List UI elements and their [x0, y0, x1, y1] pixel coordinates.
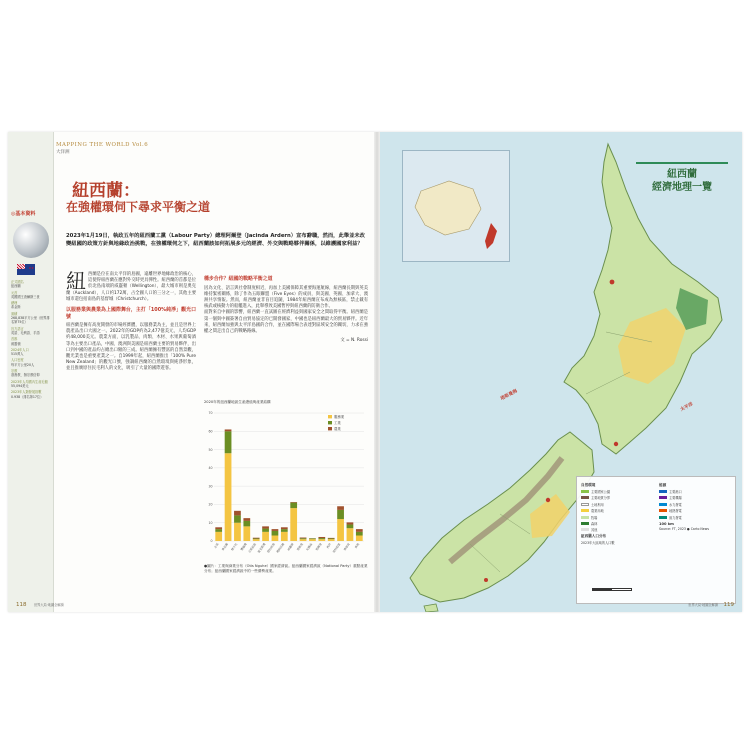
series-title: MAPPING THE WORLD Vol.6: [56, 142, 149, 148]
page-number-left: 118: [16, 602, 27, 608]
chart-bar-segment: [347, 528, 354, 541]
chart-bar-segment: [290, 502, 297, 507]
fact-value: 英國國王查爾斯三世: [11, 294, 40, 299]
fact-value: 英語、毛利語、手語: [11, 330, 40, 335]
fact-value: 基督教、無宗教信仰: [11, 373, 40, 378]
article-title: 紐西蘭：: [72, 181, 140, 201]
chart-x-tick-label: 瑪納瓦圖: [275, 541, 286, 554]
auckland-marker: [610, 280, 615, 285]
dropcap: 紐: [66, 269, 86, 293]
chart-caption: 2020年的紐西蘭地區生產總值與產業結構: [204, 400, 271, 404]
chart-bar-segment: [290, 508, 297, 541]
fact-key: 正式國名: [11, 280, 24, 284]
fact-key: 官方語言: [11, 326, 24, 331]
chart-y-tick-label: 0: [210, 538, 213, 543]
chart-bar-segment: [253, 538, 260, 539]
inset-graphic: [403, 151, 511, 263]
fact-key: 2023年人類發展指數: [11, 390, 42, 395]
legend-item: [581, 515, 657, 520]
legend-item: [659, 495, 735, 500]
fact-value: 515萬人: [11, 352, 24, 357]
chart-x-tick-label: 威靈頓: [286, 541, 295, 552]
legend-label: 地熱發電: [669, 509, 682, 514]
chart-y-tick-label: 40: [208, 465, 213, 470]
legend-item: [581, 521, 657, 526]
chart-bar-segment: [272, 531, 279, 536]
legend-label: 主要國家公園: [591, 490, 611, 494]
fact-key: 2024年人口: [11, 347, 29, 352]
chart-bar-segment: [272, 535, 279, 540]
chart-x-tick-label: 北部: [213, 541, 220, 549]
chart-bar-segment: [337, 519, 344, 541]
chart-x-tick-label: 尼爾森: [305, 541, 314, 552]
fact-key: 宗教: [11, 369, 18, 374]
legend-item: [581, 489, 657, 494]
chart-y-tick-label: 10: [208, 520, 213, 525]
wellington-marker: [614, 442, 618, 446]
chart-legend-swatch: [328, 415, 332, 418]
chart-bar-segment: [318, 539, 325, 541]
fact-key: 2023年人均國內生產毛額: [11, 379, 48, 384]
chart-x-tick-label: 奧克蘭: [220, 541, 229, 552]
article-column-1: [66, 269, 196, 373]
chart-bar-segment: [328, 538, 335, 539]
chart-bar-segment: [215, 527, 222, 529]
legend-item: [581, 527, 657, 532]
chart-y-tick-label: 30: [208, 483, 213, 488]
chart-bar-segment: [328, 539, 335, 541]
legend-label: 牧場: [591, 515, 598, 520]
legend-column-1: [581, 481, 657, 545]
nz-inset-shape: [485, 223, 497, 249]
map-title-line-2: 經濟地理一覽: [652, 182, 712, 193]
legend-swatch: [581, 528, 589, 531]
folio-text-right: 世界大局‧地圖全解讀: [688, 603, 718, 607]
chart-bar-segment: [253, 537, 260, 538]
chart-bar-segment: [318, 537, 325, 538]
chart-bar-segment: [290, 502, 297, 503]
fact-key: 首都: [11, 337, 18, 342]
legend-item: [659, 502, 735, 507]
legend-swatch: [581, 509, 589, 512]
legend-item: [659, 489, 735, 494]
legend-swatch: [581, 490, 589, 493]
pacific-ocean-label: 太平洋: [679, 402, 695, 413]
legend-swatch: [581, 516, 589, 519]
legend-column-2: [659, 481, 735, 531]
legend-label: 主要地質分界: [591, 496, 611, 501]
article-lead: 2023年1月19日，執政五年的紐西蘭工黨（Labour Party）總理阿爾登（Jacinda Ardern）宣布辭職，然而，此舉並未改變紐國的政策方針與地緣政治挑戰，在強權環伺之下，紐西蘭該如何拓展多元的經濟、外交與戰略夥伴關係，以維護國家利益？: [66, 233, 365, 247]
body-paragraph: 紐西蘭是擁有高度開發的市場經濟體，以服務業為主，並且是世界上農產品出口大國之一。2022年的GDP約為2,477億美元，人均GDP約48,000美元。農業方面，以乳製品、肉類、木材、水果與葡萄酒等為主要出口產品，中國、澳洲與美國是紐西蘭主要的貿易夥伴，出口到中國的產品約占總出口額的三成。紐西蘭擁有豐富的自然景觀，觀光業也是重要產業之一。自1999年起，紐西蘭推出「100% Pure New Zealand」的觀光口號，強調紐西蘭的自然環境與純淨形象，並且推廣原住民毛利人的文化，吸引了大量的國際遊客。: [66, 323, 196, 372]
chart-bar-segment: [318, 538, 325, 539]
dunedin-marker: [484, 578, 488, 582]
legend-label: 農業用地: [591, 509, 604, 514]
chart-bar-segment: [281, 527, 288, 529]
chart-bar-segment: [215, 531, 222, 540]
scale-bar: [592, 588, 632, 591]
section-heading: 穩步合作？紐國的戰略平衡之道: [204, 276, 273, 282]
article-column-2: [204, 272, 368, 344]
fact-key: 人口密度: [11, 358, 24, 363]
section-heading: 以服務業與農業為上國際舞台，主打「100%純淨」觀光口號: [66, 307, 196, 320]
gdp-chart: [204, 400, 368, 560]
legend-label: 風力發電: [669, 515, 682, 520]
chart-bar-segment: [272, 529, 279, 531]
australia-shape: [415, 181, 481, 235]
chart-y-tick-label: 60: [208, 429, 213, 434]
legend-label: 土地利用: [591, 502, 604, 507]
chart-bar-segment: [300, 539, 307, 541]
facts-sidebar: [8, 132, 54, 612]
legend-swatch: [659, 503, 667, 506]
legend-label: 主要機場: [669, 496, 682, 501]
chart-bar-segment: [300, 538, 307, 539]
legend-population-note: 2023年大區域的人口數: [581, 541, 615, 546]
legend-heading: 自然環境: [581, 483, 596, 487]
new-zealand-flag-icon: [17, 264, 35, 275]
chart-x-tick-label: 懷卡托: [230, 541, 239, 552]
legend-label: 主要港口: [669, 490, 682, 494]
chart-y-tick-label: 20: [208, 502, 213, 507]
chart-x-tick-label: 西岸: [325, 541, 333, 549]
fact-value: 紐西蘭: [11, 284, 21, 289]
legend-scale-label: 100 km: [659, 521, 674, 526]
chart-y-tick-label: 50: [208, 447, 213, 452]
chart-x-tick-label: 南地: [353, 541, 361, 549]
chart-x-tick-label: 豐盛灣: [239, 541, 248, 552]
tasman-sea-label: 塔斯曼海: [500, 389, 519, 402]
fact-key: 面積: [11, 311, 18, 316]
chart-bar-segment: [243, 518, 250, 521]
chart-x-tick-label: 塔斯曼: [295, 541, 304, 552]
chart-bar-segment: [337, 510, 344, 519]
chart-note: ●圖片：工業與商業分布（Otis Nguhe）國家經濟區。紐西蘭國家經濟區（National Party）重點產業分布；紐西蘭國家經濟區中的一些優勢產業。: [204, 564, 368, 573]
chart-bar-segment: [215, 529, 222, 532]
chart-bar-segment: [262, 526, 269, 528]
chart-x-tick-label: 坎特伯雷: [331, 541, 342, 554]
legend-heading: 能源: [659, 483, 667, 487]
legend-item: [659, 515, 735, 520]
chart-bar-segment: [281, 529, 288, 532]
fact-value: 威靈頓: [11, 341, 21, 346]
chart-bar-segment: [262, 528, 269, 531]
chart-bar-segment: [262, 531, 269, 540]
chart-bar-segment: [309, 538, 316, 539]
article-subtitle: 在強權環伺下尋求平衡之道: [66, 200, 211, 214]
chart-legend-label: 服務業: [334, 414, 345, 419]
map-source: Source: FT, 2023 ● Carto News: [659, 526, 710, 531]
chart-bar-segment: [234, 510, 241, 515]
chart-bar-segment: [356, 529, 363, 532]
christchurch-marker: [546, 498, 550, 502]
chart-x-tick-label: 塔拉納基: [266, 541, 276, 554]
body-paragraph: 西蘭是位在南太平洋的島國，遠離世界地緣政治的核心，這使得紐西蘭在應對外交時更具彈性。紐西蘭的首都是位於北島南端的威靈頓（Wellington），最大城市則是奧克蘭（Auckland），人口約172萬，占全國人口的三分之一，其他主要城市還包括南島的基督城（Christchurch）。: [66, 272, 196, 302]
map-title-line-1: 紐西蘭: [667, 169, 697, 180]
legend-item: [581, 495, 657, 500]
magazine-spread: [8, 132, 742, 612]
chart-legend-swatch: [328, 427, 332, 430]
facts-list: [11, 280, 51, 401]
chart-legend-label: 農業: [334, 426, 341, 431]
body-paragraph: 面對來自中國的影響，紐西蘭一直試圖在經濟利益與國家安全之間取得平衡。紐西蘭是第一個與中國簽署自由貿易協定的已開發國家，中國也是紐西蘭最大的貿易夥伴。近年來，紐西蘭加強與太平洋島國的合作，並在國際場合表達對區域安全的關切，力求在強權之間走出自己的戰略路線。: [204, 310, 368, 334]
chart-bar-segment: [253, 539, 260, 541]
fact-value: 55,094美元: [11, 383, 29, 388]
legend-heading: 紐西蘭人口分布: [581, 534, 607, 539]
fact-key: 總理: [11, 301, 18, 306]
chart-bar-segment: [281, 531, 288, 540]
stewart-island: [424, 604, 438, 612]
fact-value: 0.938（排名第17位）: [11, 394, 44, 399]
legend-swatch: [659, 490, 667, 493]
legend-label: 森林: [591, 521, 598, 526]
fact-value: 希金斯: [11, 305, 21, 310]
chart-bar-segment: [243, 520, 250, 525]
body-paragraph: 因為文化、語言與社會制度相近，再加上美國保障其重要海運航線，紐西蘭長期與英美維持緊密關係，除了作為五眼聯盟（Five Eyes）的成員，與美國、英國、加拿大、澳洲共享情報。然而，紐西蘭並非盲目追隨，1984年紐西蘭宣布成為無核區，禁止載有核武或核動力的船艦進入，此舉導致美國暫停與紐西蘭的防衛合作。: [204, 285, 368, 310]
map-title: [636, 162, 728, 198]
facts-header: ◎基本資料: [11, 211, 36, 217]
chart-bar-segment: [225, 453, 232, 541]
chart-bar-segment: [234, 515, 241, 522]
legend-swatch: [581, 522, 589, 525]
chart-bar-segment: [225, 431, 232, 453]
legend-swatch: [581, 496, 589, 499]
chart-x-tick-label: 吉斯伯恩: [247, 541, 258, 554]
legend-swatch: [659, 509, 667, 512]
legend-swatch: [659, 496, 667, 499]
inset-locator-map: [402, 150, 510, 262]
chart-y-tick-label: 70: [208, 410, 213, 415]
chart-x-tick-label: 奧塔哥: [342, 541, 351, 552]
legend-label: 其他: [591, 528, 598, 533]
legend-item: [659, 508, 735, 513]
chart-bar-segment: [337, 506, 344, 510]
series-subtitle: 大洋洲: [56, 150, 70, 155]
chart-bar-segment: [347, 524, 354, 528]
chart-bar-segment: [225, 429, 232, 431]
fact-value: 268,838平方公里（世界排名第75位）: [11, 316, 50, 325]
chart-bar-segment: [300, 537, 307, 538]
chart-bar-segment: [309, 539, 316, 541]
legend-item: [581, 502, 657, 507]
fact-value: 每平方公里20人: [11, 362, 35, 367]
chart-legend-label: 工業: [334, 420, 341, 425]
article-author: 文 = N. Rossi: [340, 338, 368, 344]
chart-plot: [204, 405, 368, 555]
page-gutter: [374, 132, 380, 612]
chart-bar-segment: [347, 522, 354, 524]
chart-x-tick-label: 霍克斯灣: [256, 541, 267, 554]
map-legend: [576, 476, 736, 604]
legend-swatch: [659, 516, 667, 519]
chart-bar-segment: [356, 531, 363, 535]
globe-icon: [13, 222, 49, 258]
chart-bar-segment: [234, 522, 241, 540]
chart-bar-segment: [328, 537, 335, 538]
fact-key: 元首: [11, 290, 18, 295]
legend-label: 水力發電: [669, 502, 682, 507]
chart-x-tick-label: 馬爾堡: [314, 541, 323, 552]
legend-item: [581, 508, 657, 513]
legend-swatch: [581, 503, 589, 506]
page-number-right: 119: [723, 602, 734, 608]
chart-bar-segment: [243, 526, 250, 541]
chart-legend-swatch: [328, 421, 332, 424]
chart-bar-segment: [356, 535, 363, 540]
folio-text-left: 世界大局‧地圖全解讀: [34, 603, 64, 607]
